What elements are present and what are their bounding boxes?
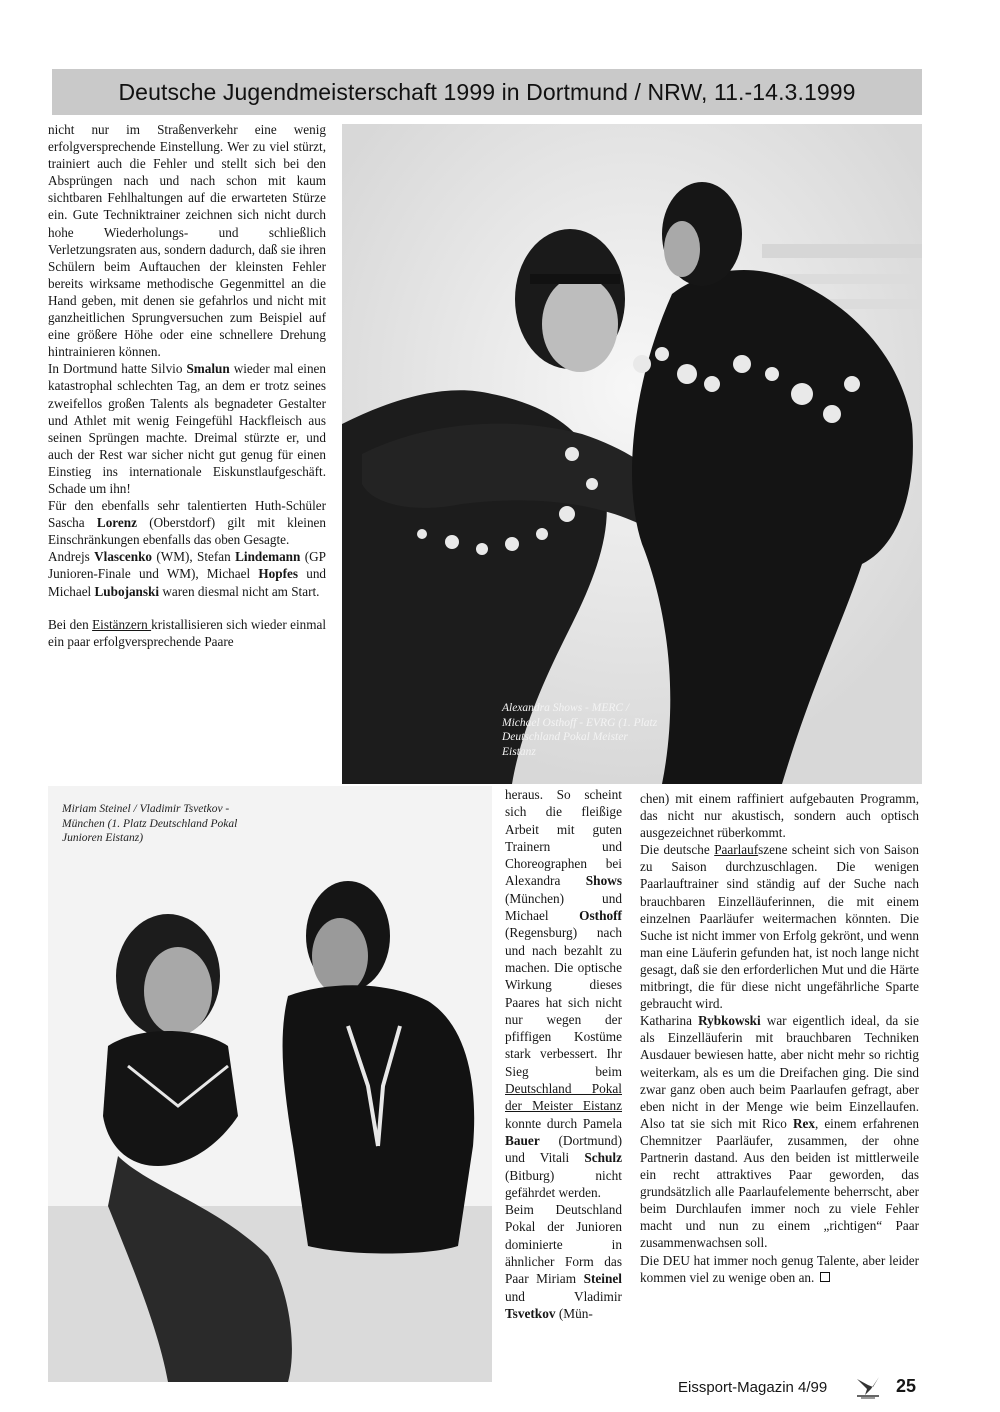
photo-caption: Alexandra Shows - MERC / Michael Osthoff - EVRG (1. Platz Deutschland Pokal Meister Eistanz [502, 702, 658, 758]
underlined-term: Paarlauf [714, 842, 759, 858]
paragraph: Für den ebenfalls sehr talentierten Huth-Schüler Sascha Lorenz (Oberstdorf) gilt mit kleinen Einschränkungen ebenfalls das oben Gesagte. [48, 498, 326, 548]
end-of-article-box-icon [820, 1272, 830, 1282]
underlined-term: Eistänzern [92, 616, 152, 632]
paragraph: Die DEU hat immer noch genug Talente, aber leider kommen viel zu wenige oben an. [640, 1252, 919, 1285]
paragraph: Beim Deutschland Pokal der Junioren dominierte in ähnlicher Form das Paar Miriam Steinel und Vladimir Tsvetkov (Mün- [505, 1202, 622, 1321]
paragraph: chen) mit einem raffiniert aufgebauten Programm, das nicht nur akustisch, sondern auch optisch ausgezeichnet rüberkommt. [640, 791, 919, 841]
underlined-term: Deutschland Pokal der Meister Eistanz [505, 1081, 622, 1114]
article-column-right [640, 790, 919, 1286]
magazine-issue: Eissport-Magazin 4/99 [678, 1379, 828, 1396]
paragraph: Die deutsche Paarlaufszene scheint sich von Saison zu Saison durchzuschlagen. Die wenigen Paarlauftrainer sind ständig auf der Suche nach brauchbaren Einzelläuferinnen, die mit einem einzelnen Paarläufer weitermachen könnten. Die Suche ist nicht immer von Erfolg gekrönt, und wenn man eine Läuferin gefunden hat, ist noch lange nicht gesagt, daß sie den erforderlichen Mut und die Härte mitbringt, die für diese nicht ungefährliche Sparte gebraucht wird. [640, 842, 919, 1012]
paragraph: In Dortmund hatte Silvio Smalun wieder mal einen katastrophal schlechten Tag, an dem er trotz seines zweifellos großen Talents als begnadeter Gestalter und Athlet mit wenig Feingefühl Hackfleisch aus seinen Sprüngen machte. Dreimal stürzte er, und auch der Rest war sicher nicht gut genug für einen Einstieg ins internationale Eiskunstlaufgeschäft. Schade um ihn! [48, 361, 326, 496]
paragraph: Bei den Eistänzern kristallisieren sich wieder einmal ein paar erfolgversprechende Paare [48, 616, 327, 649]
page-footer [678, 1375, 938, 1399]
article-column-left [48, 121, 326, 650]
page-number: 25 [896, 1376, 917, 1396]
article-column-middle [505, 786, 622, 1322]
paragraph: nicht nur im Straßenverkehr eine wenig erfolgversprechende Einstellung. Wer zu viel stürzt, trainiert auch die Fehler und stellt sich bei den Absprüngen nach und nach schon mit kaum sichtbaren Fehlhaltungen auf die erwarteten Stürze ein. Gute Techniktrainer zeichnen sich nicht durch hohe Wiederholungs- und schließlich Verletzungsraten aus, sondern dadurch, daß sie ihren Schülern beim Auftauchen der kleinsten Fehler bereits wirksame methodische Gegenmittel an die Hand geben, mit denen sie gefahrlos und nicht mit ganzheitlichen Sprungversuchen zum Beispiel auf eine größere Höhe oder eine schnellere Drehung hintrainieren können. [48, 122, 326, 360]
skater-bird-logo-icon [853, 1375, 883, 1399]
paragraph: Katharina Rybkowski war eigentlich ideal, da sie als Einzelläuferin mit brauchbaren Techniken Ausdauer bewiesen hatte, aber nicht mehr so richtig weiterkam, als es um die Dreifachen ging. Die sind zwar ganz oben auch beim Paarlaufen gefragt, aber eben nicht in der Menge wie beim Einzellaufen. Also tat sie sich mit Rico Rex, einem erfahrenen Chemnitzer Paarläufer, zusammen, der ohne Partnerin dastand. Aus den beiden ist mittlerweile ein recht attraktives Paar geworden, das grundsätzlich alle Paarlaufelemente beherrscht, aber beim Durchlaufen immer noch zu viele Fehler macht und nun zu einem „richtigen“ Paar zusammenwachsen soll. [640, 1013, 920, 1251]
paragraph: Andrejs Vlascenko (WM), Stefan Lindemann (GP Junioren-Finale und WM), Michael Hopfes und Michael Lubojanski waren diesmal nicht am Start. [48, 549, 327, 599]
paragraph: heraus. So scheint sich die fleißige Arbeit mit guten Trainern und Choreographen bei Alexandra Shows (München) und Michael Osthoff (Regensburg) nach und nach bezahlt zu machen. Die optische Wirkung dieses Paares hat sich nicht nur wegen der pfiffigen Kostüme stark verbessert. Ihr Sieg beim Deutschland Pokal der Meister Eistanz konnte durch Pamela Bauer (Dortmund) und Vitali Schulz (Bitburg) nicht gefährdet werden. [505, 787, 622, 1200]
photo-ice-dance-couple-1 [342, 124, 922, 784]
page-header-title: Deutsche Jugendmeisterschaft 1999 in Dortmund / NRW, 11.-14.3.1999 [118, 78, 856, 105]
photo-caption: Miriam Steinel / Vladimir Tsvetkov - München (1. Platz Deutschland Pokal Junioren Eistanz) [62, 803, 238, 844]
photo1-illustration [342, 124, 922, 784]
photo-ice-dance-couple-2 [48, 786, 492, 1382]
page-header-bar [52, 69, 922, 115]
photo2-illustration [48, 786, 492, 1382]
